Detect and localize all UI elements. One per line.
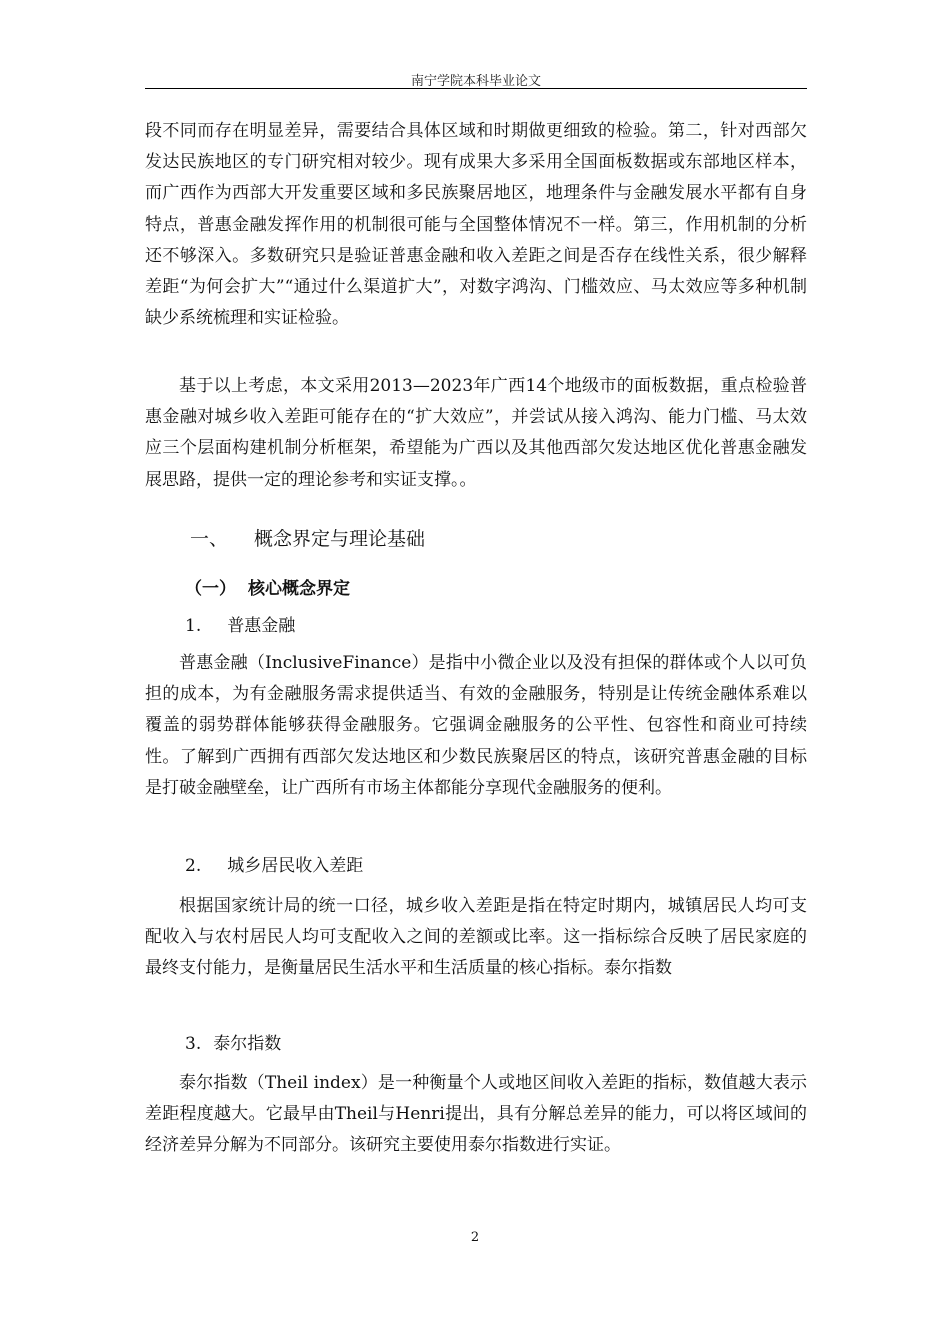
item-heading-1-number: 1.	[185, 616, 202, 636]
subsection-heading-text: 核心概念界定	[248, 579, 350, 599]
item-heading-2-number: 2.	[185, 856, 202, 876]
item-heading-1-text: 普惠金融	[227, 616, 296, 636]
paragraph-study-overview: 基于以上考虑，本文采用2013—2023年广西14个地级市的面板数据，重点检验普惠金融对城乡收入差距可能存在的“扩大效应”，并尝试从接入鸿沟、能力门槛、马太效应三个层面构建机制分析框架，希望能为广西以及其他西部欠发达地区优化普惠金融发展思路，提供一定的理论参考和实证支撑。。	[145, 376, 807, 490]
section-heading-1	[190, 524, 425, 551]
subsection-heading	[185, 574, 350, 599]
paragraph-income-gap: 根据国家统计局的统一口径，城乡收入差距是指在特定时期内，城镇居民人均可支配收入与农村居民人均可支配收入之间的差额或比率。这一指标综合反映了居民家庭的最终支付能力，是衡量居民生活水平和生活质量的核心指标。泰尔指数	[145, 896, 807, 979]
paragraph-theil-index: 泰尔指数（Theil index）是一种衡量个人或地区间收入差距的指标，数值越大表示差距程度越大。它最早由Theil与Henri提出，具有分解总差异的能力，可以将区域间的经济差异分解为不同部分。该研究主要使用泰尔指数进行实证。	[145, 1073, 807, 1156]
section-heading-1-number: 一、	[190, 528, 229, 550]
page-number: 2	[470, 1230, 480, 1245]
item-heading-2	[185, 851, 363, 876]
item-heading-3-text: 泰尔指数	[213, 1034, 282, 1054]
item-heading-1	[185, 611, 295, 636]
item-heading-3-number: 3.	[185, 1034, 202, 1054]
page-header-title: 南宁学院本科毕业论文	[410, 74, 541, 89]
paragraph-inclusive-finance: 普惠金融（InclusiveFinance）是指中小微企业以及没有担保的群体或个人以可负担的成本，为有金融服务需求提供适当、有效的金融服务，特别是让传统金融体系难以覆盖的弱势群体能够获得金融服务。它强调金融服务的公平性、包容性和商业可持续性。了解到广西拥有西部欠发达地区和少数民族聚居区的特点，该研究普惠金融的目标是打破金融壁垒，让广西所有市场主体都能分享现代金融服务的便利。	[145, 653, 807, 798]
section-heading-1-text: 概念界定与理论基础	[254, 528, 426, 550]
item-heading-3	[185, 1029, 281, 1054]
subsection-heading-number: （一）	[185, 579, 236, 599]
paragraph-research-gaps: 段不同而存在明显差异，需要结合具体区域和时期做更细致的检验。第二，针对西部欠发达民族地区的专门研究相对较少。现有成果大多采用全国面板数据或东部地区样本，而广西作为西部大开发重要区域和多民族聚居地区，地理条件与金融发展水平都有自身特点，普惠金融发挥作用的机制很可能与全国整体情况不一样。第三，作用机制的分析还不够深入。多数研究只是验证普惠金融和收入差距之间是否存在线性关系，很少解释差距“为何会扩大”“通过什么渠道扩大”，对数字鸿沟、门槛效应、马太效应等多种机制缺少系统梳理和实证检验。	[145, 121, 807, 329]
item-heading-2-text: 城乡居民收入差距	[227, 856, 364, 876]
header-divider	[145, 88, 807, 89]
